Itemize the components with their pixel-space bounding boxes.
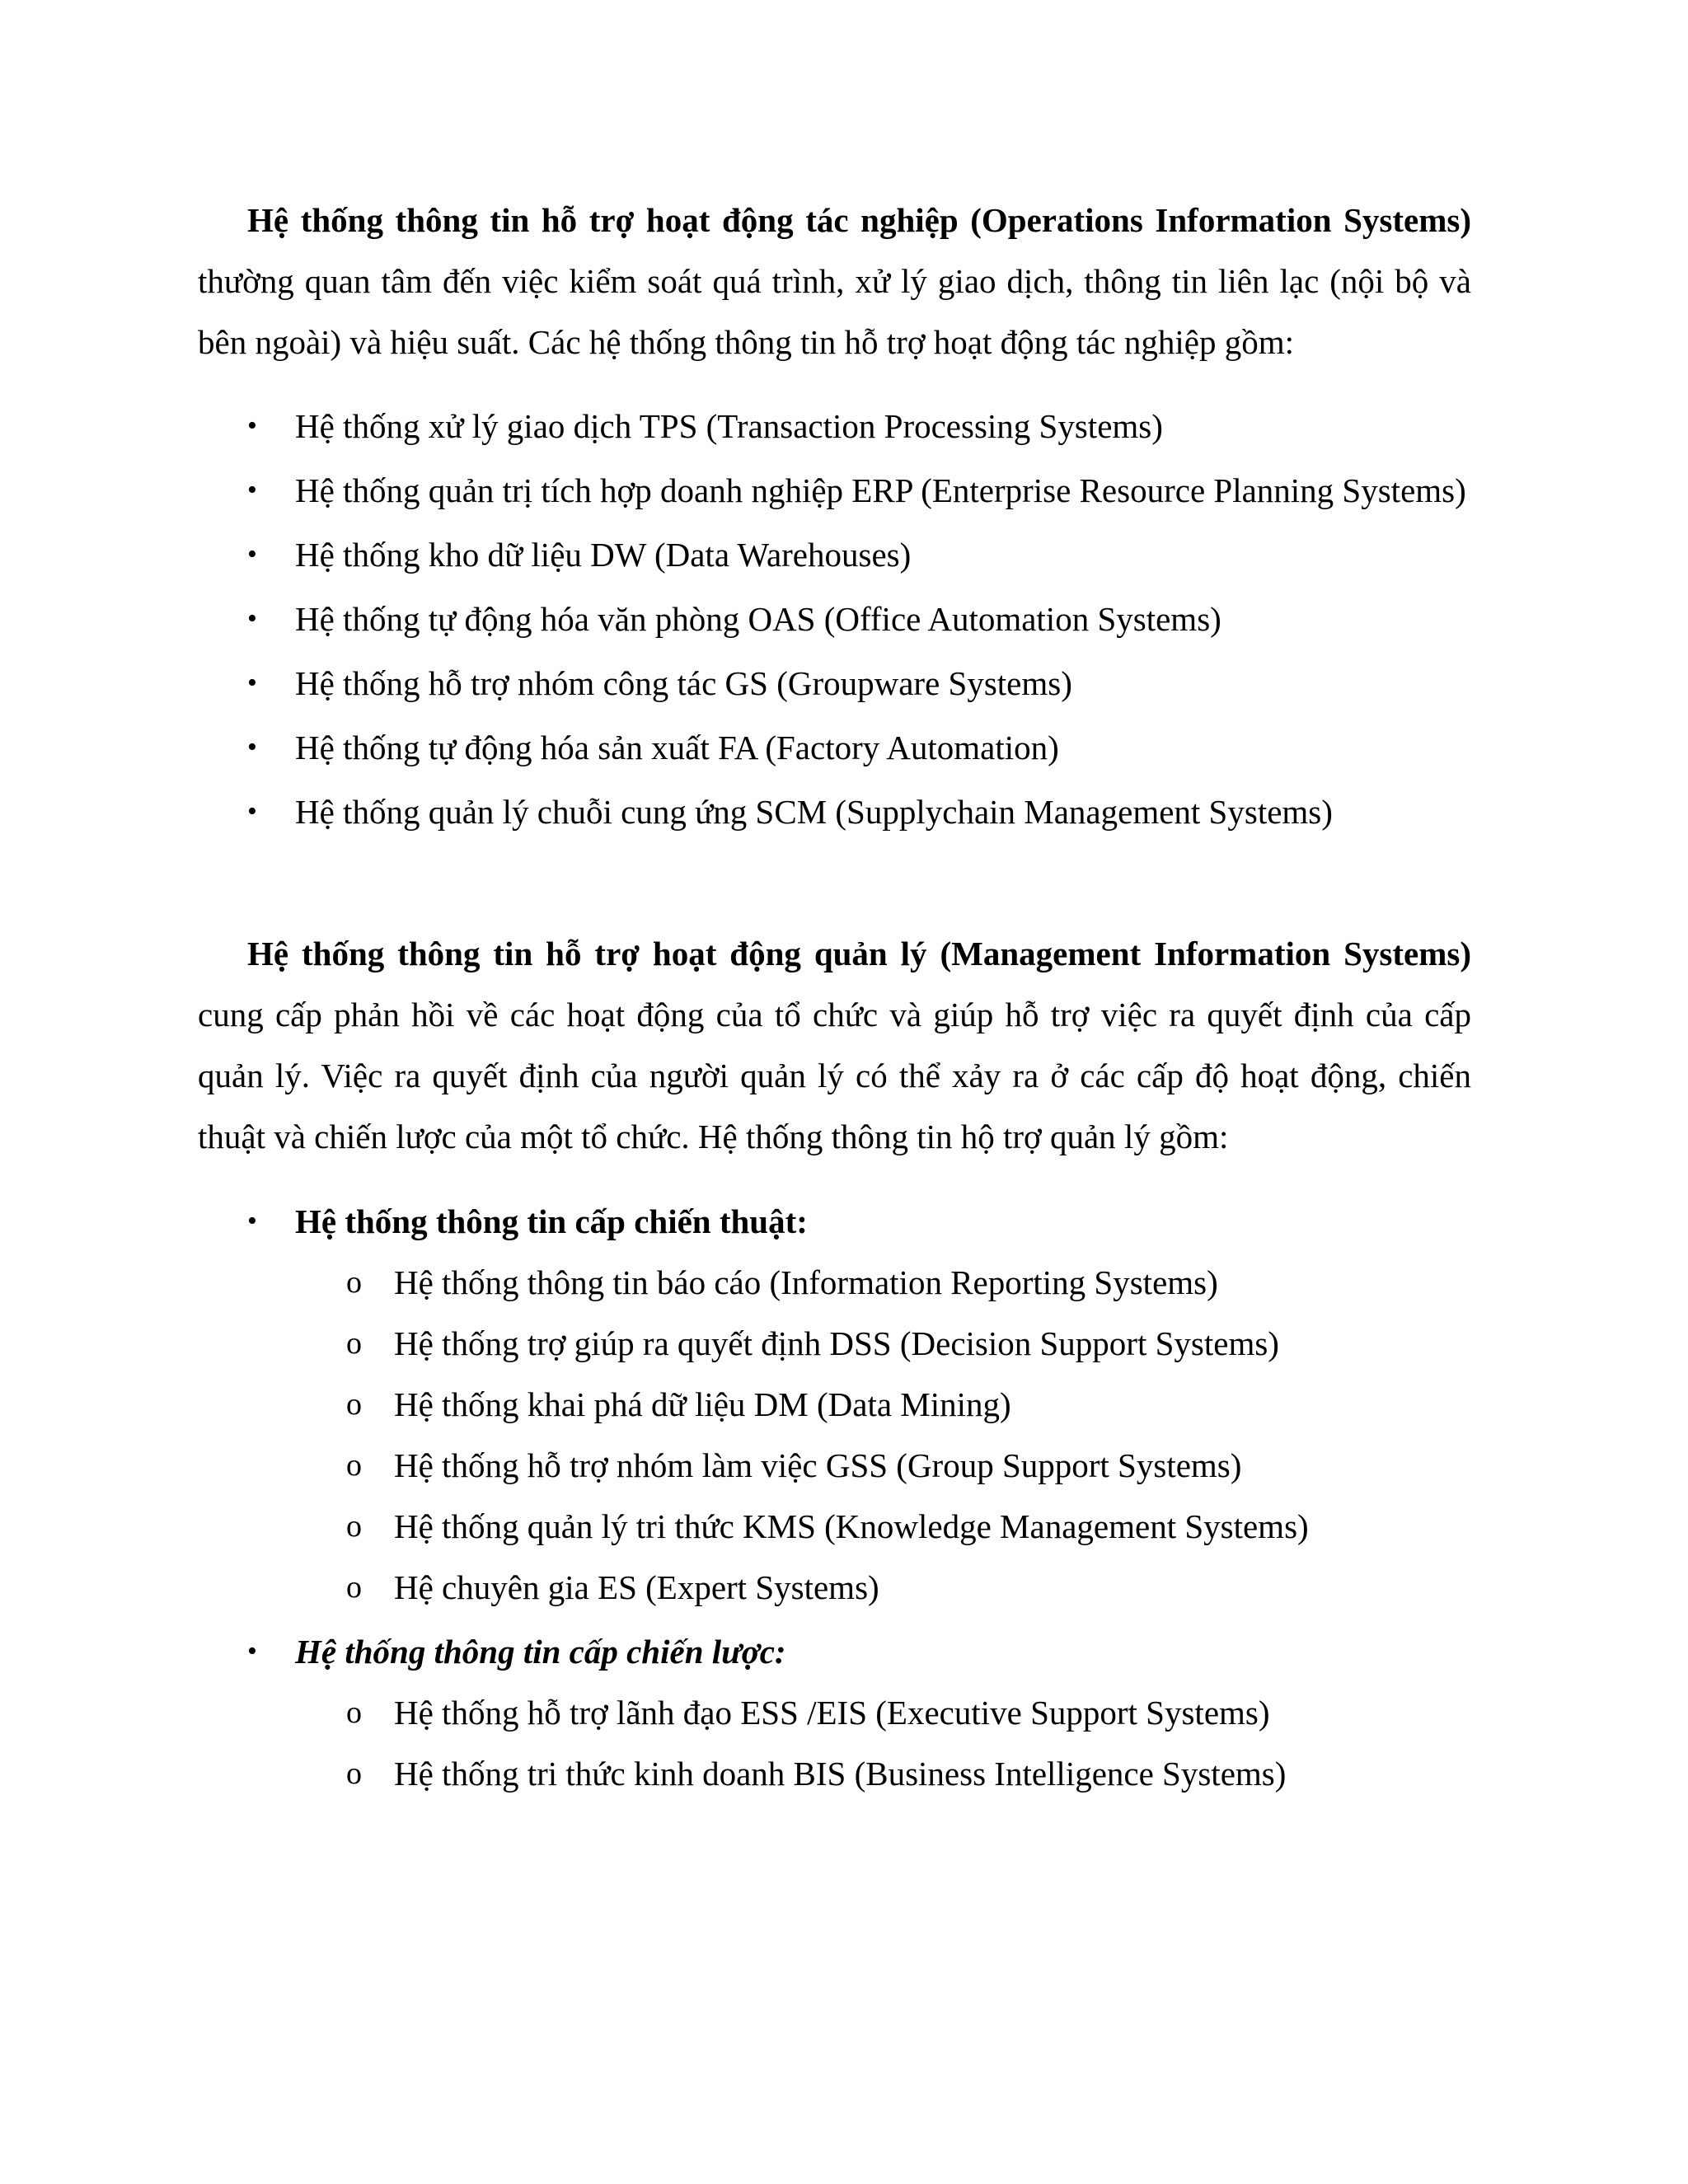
circle-bullet-icon: o: [346, 1387, 362, 1422]
bullet-icon: •: [247, 1206, 257, 1236]
circle-bullet-icon: o: [346, 1695, 362, 1730]
management-systems-description: cung cấp phản hồi về các hoạt động của tổ chức và giúp hỗ trợ việc ra quyết định của cấp quản lý. Việc ra quyết định của người quản lý có thể xảy ra ở các cấp độ hoạt động, chiến thuật và chiến lược của một tổ chức. Hệ thống thông tin hộ trợ quản lý gồm:: [198, 996, 1471, 1155]
sublist-item: [295, 1435, 1471, 1496]
strategic-level-heading: Hệ thống thông tin cấp chiến lược:: [295, 1633, 786, 1671]
sublist-item-text: Hệ chuyên gia ES (Expert Systems): [394, 1568, 879, 1606]
list-item-text: Hệ thống tự động hóa văn phòng OAS (Office Automation Systems): [295, 600, 1221, 638]
bullet-icon: •: [247, 475, 257, 505]
operations-systems-paragraph: [198, 190, 1471, 373]
strategic-level-item: [0, 1621, 1471, 1804]
list-item: [0, 524, 1471, 585]
sublist-item-text: Hệ thống tri thức kinh doanh BIS (Business Intelligence Systems): [394, 1755, 1287, 1793]
operations-systems-term: Hệ thống thông tin hỗ trợ hoạt động tác nghiệp (Operations Information Systems): [247, 201, 1471, 239]
tactical-level-item: [0, 1191, 1471, 1618]
sublist-item-text: Hệ thống hỗ trợ lãnh đạo ESS /EIS (Executive Support Systems): [394, 1694, 1270, 1732]
list-item-text: Hệ thống quản lý chuỗi cung ứng SCM (Supplychain Management Systems): [295, 793, 1333, 831]
sublist-item-text: Hệ thống khai phá dữ liệu DM (Data Mining): [394, 1385, 1011, 1423]
circle-bullet-icon: o: [346, 1509, 362, 1544]
list-item: [0, 781, 1471, 842]
circle-bullet-icon: o: [346, 1448, 362, 1483]
tactical-systems-sublist: [295, 1252, 1471, 1618]
bullet-icon: •: [247, 1636, 257, 1666]
list-item: [0, 653, 1471, 714]
list-item-text: Hệ thống xử lý giao dịch TPS (Transaction Processing Systems): [295, 407, 1163, 445]
management-systems-list: [0, 1191, 1471, 1807]
bullet-icon: •: [247, 410, 257, 441]
sublist-item-text: Hệ thống thông tin báo cáo (Information Reporting Systems): [394, 1263, 1218, 1301]
list-item-text: Hệ thống hỗ trợ nhóm công tác GS (Groupware Systems): [295, 664, 1072, 702]
sublist-item: [295, 1557, 1471, 1618]
circle-bullet-icon: o: [346, 1326, 362, 1361]
list-item: [0, 396, 1471, 457]
list-item: [0, 717, 1471, 778]
list-item-text: Hệ thống kho dữ liệu DW (Data Warehouses): [295, 536, 912, 574]
operations-systems-list: [0, 396, 1471, 846]
management-systems-paragraph: [198, 923, 1471, 1167]
sublist-item: [295, 1743, 1471, 1804]
bullet-icon: •: [247, 732, 257, 762]
list-item-text: Hệ thống quản trị tích hợp doanh nghiệp ERP (Enterprise Resource Planning Systems): [295, 471, 1466, 509]
list-item-text: Hệ thống tự động hóa sản xuất FA (Factory Automation): [295, 729, 1059, 766]
circle-bullet-icon: o: [346, 1570, 362, 1605]
strategic-systems-sublist: [295, 1682, 1471, 1804]
bullet-icon: •: [247, 539, 257, 569]
operations-systems-description: thường quan tâm đến việc kiểm soát quá trình, xử lý giao dịch, thông tin liên lạc (nội bộ và bên ngoài) và hiệu suất. Các hệ thống thông tin hỗ trợ hoạt động tác nghiệp gồm:: [198, 262, 1471, 361]
sublist-item: [295, 1374, 1471, 1435]
circle-bullet-icon: o: [346, 1265, 362, 1300]
circle-bullet-icon: o: [346, 1756, 362, 1791]
sublist-item-text: Hệ thống quản lý tri thức KMS (Knowledge Management Systems): [394, 1507, 1309, 1545]
tactical-level-heading: Hệ thống thông tin cấp chiến thuật:: [295, 1202, 808, 1240]
bullet-icon: •: [247, 603, 257, 634]
sublist-item: [295, 1496, 1471, 1557]
list-item: [0, 588, 1471, 649]
sublist-item-text: Hệ thống hỗ trợ nhóm làm việc GSS (Group Support Systems): [394, 1446, 1242, 1484]
management-systems-term: Hệ thống thông tin hỗ trợ hoạt động quản lý (Management Information Systems): [247, 935, 1471, 972]
bullet-icon: •: [247, 796, 257, 827]
sublist-item: [295, 1252, 1471, 1313]
sublist-item-text: Hệ thống trợ giúp ra quyết định DSS (Decision Support Systems): [394, 1324, 1279, 1362]
bullet-icon: •: [247, 668, 257, 698]
list-item: [0, 460, 1471, 521]
sublist-item: [295, 1313, 1471, 1374]
sublist-item: [295, 1682, 1471, 1743]
